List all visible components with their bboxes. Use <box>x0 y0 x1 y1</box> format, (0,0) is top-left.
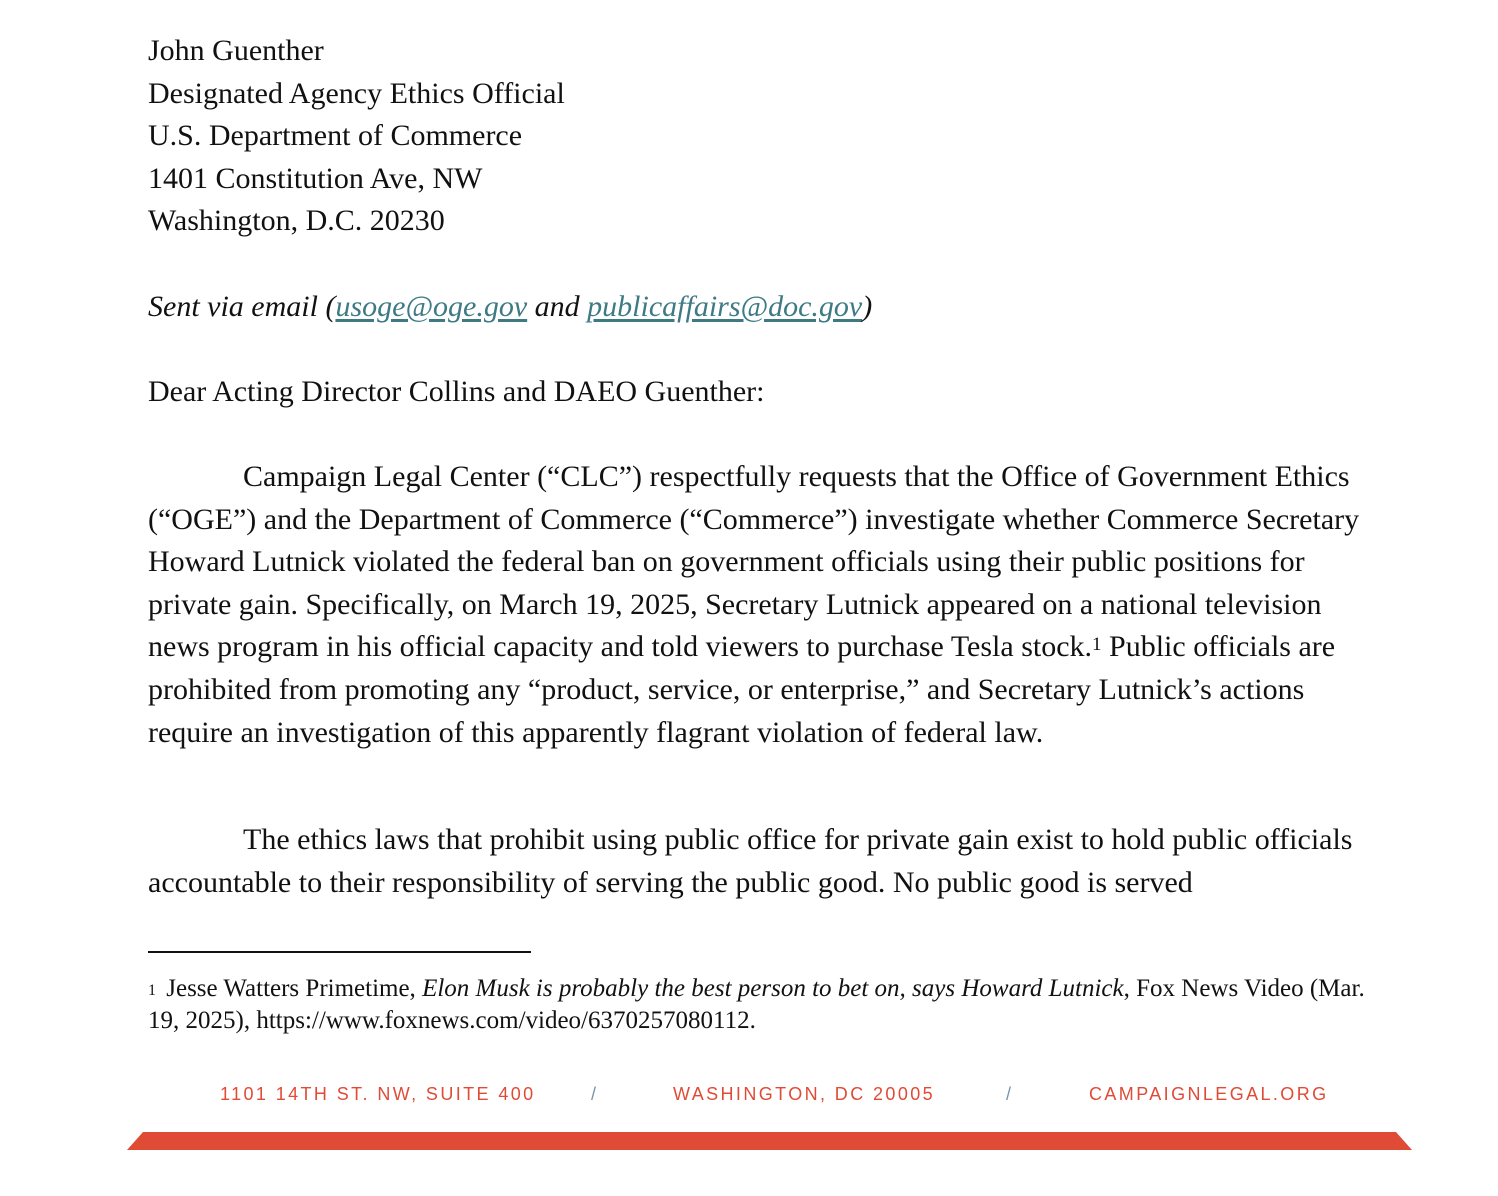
email-link-doc[interactable]: publicaffairs@doc.gov <box>587 290 863 323</box>
sent-prefix: Sent via email ( <box>148 290 336 323</box>
email-link-oge[interactable]: usoge@oge.gov <box>335 290 528 323</box>
recipient-address <box>148 30 565 243</box>
address-line-title: Designated Agency Ethics Official <box>148 76 565 110</box>
address-line-name: John Guenther <box>148 34 324 67</box>
letterhead-footer <box>0 1084 1498 1110</box>
footer-accent-bar <box>0 1132 1498 1152</box>
address-line-department: U.S. Department of Commerce <box>148 119 523 153</box>
footnote-divider <box>148 951 531 953</box>
sent-via-email-line <box>148 286 872 328</box>
accent-bar-shape <box>127 1132 1412 1150</box>
footer-city: WASHINGTON, DC 20005 <box>673 1084 936 1104</box>
footer-separator: / <box>591 1084 599 1104</box>
sent-middle: and <box>527 290 588 323</box>
footer-separator: / <box>1006 1084 1014 1104</box>
footnote-source: Jesse Watters Primetime, <box>160 975 423 1002</box>
footer-website[interactable]: CAMPAIGNLEGAL.ORG <box>1089 1084 1329 1104</box>
salutation: Dear Acting Director Collins and DAEO Guenther: <box>148 375 765 408</box>
body-paragraph-1 <box>148 456 1388 754</box>
paragraph-1-text-b: Public officials are prohibited from promoting any “product, service, or enterprise,” and Secretary Lutnick’s actions require an investigation of this apparently flagrant violation of federal law. <box>148 630 1336 749</box>
footnote-reference-1[interactable]: 1 <box>1092 634 1102 656</box>
footnote-number: 1 <box>148 982 156 999</box>
body-paragraph-2: The ethics laws that prohibit using public office for private gain exist to hold public officials accountable to their responsibility of serving the public good. No public good is served <box>148 823 1353 899</box>
address-line-city: Washington, D.C. 20230 <box>148 204 445 238</box>
footnote-1 <box>148 973 1388 1037</box>
address-line-street: 1401 Constitution Ave, NW <box>148 161 483 195</box>
footnote-rest: , Fox News Video (Mar. 19, 2025), https://www.foxnews.com/video/6370257080112. <box>148 975 1365 1034</box>
footer-street-address: 1101 14TH ST. NW, SUITE 400 <box>220 1084 536 1104</box>
footnote-title: Elon Musk is probably the best person to bet on, says Howard Lutnick <box>422 975 1124 1002</box>
sent-suffix: ) <box>862 290 873 323</box>
paragraph-1-text-a: Campaign Legal Center (“CLC”) respectfully requests that the Office of Government Ethics (“OGE”) and the Department of Commerce (“Commerce”) investigate whether Commerce Secretary Howard Lutnick violated the federal ban on government officials using their public positions for private gain. Specifically, on March 19, 2025, Secretary Lutnick appeared on a national television news program in his official capacity and told viewers to purchase Tesla stock. <box>148 460 1360 664</box>
